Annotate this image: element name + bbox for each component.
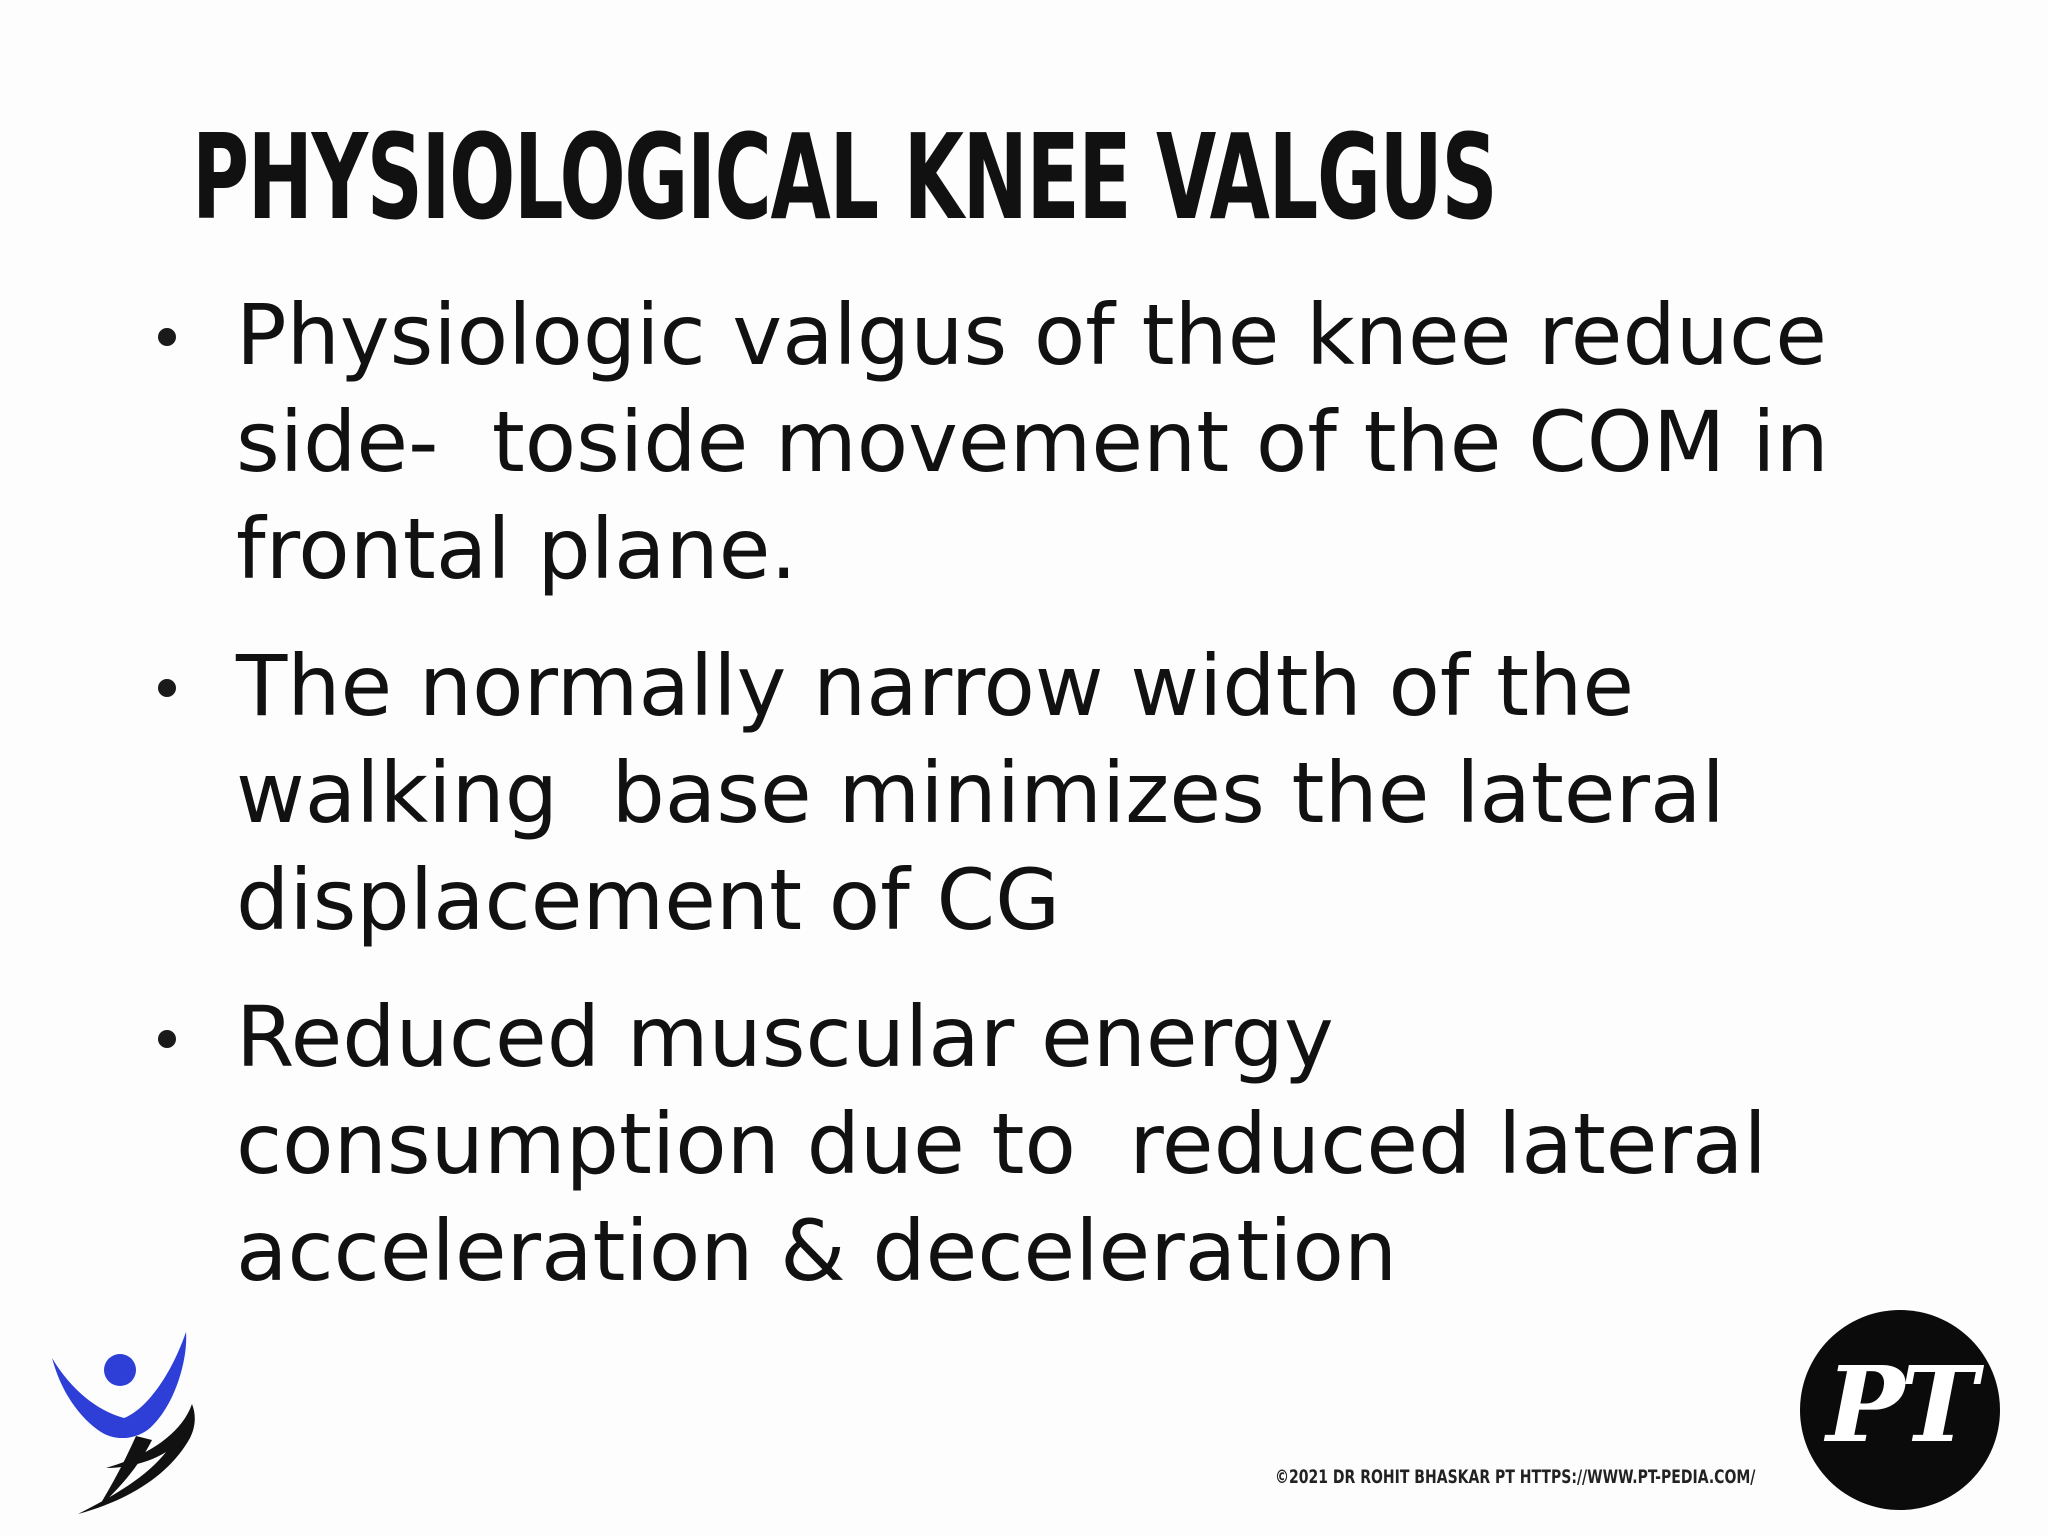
- bullet-line: Reduced muscular energy: [236, 988, 1334, 1086]
- bullet-line: frontal plane.: [236, 500, 798, 598]
- pt-badge-logo: [1800, 1310, 2000, 1510]
- bullet-line: side- toside movement of the COM in: [236, 393, 1829, 491]
- bullet-line: walking base minimizes the lateral: [236, 744, 1725, 842]
- pt-badge-text: PT: [1826, 1343, 1974, 1466]
- bullet-line: consumption due to reduced lateral: [236, 1095, 1767, 1193]
- bullet-dot-icon: [158, 328, 176, 346]
- bullet-item: [150, 984, 1950, 1305]
- bullet-dot-icon: [158, 679, 176, 697]
- person-figure-logo-icon: [40, 1318, 210, 1518]
- footer-credit: ©2021 DR ROHIT BHASKAR PT HTTPS://WWW.PT-PEDIA.COM/: [1275, 1466, 1756, 1488]
- bullet-item: [150, 282, 1950, 603]
- slide-title: PHYSIOLOGICAL KNEE VALGUS: [192, 108, 1497, 246]
- bullet-line: acceleration & deceleration: [236, 1202, 1398, 1300]
- bullet-list: [150, 282, 1950, 1335]
- bullet-line: The normally narrow width of the: [236, 637, 1635, 735]
- bullet-dot-icon: [158, 1030, 176, 1048]
- bullet-item: [150, 633, 1950, 954]
- bullet-line: displacement of CG: [236, 851, 1061, 949]
- bullet-line: Physiologic valgus of the knee reduce: [236, 286, 1827, 384]
